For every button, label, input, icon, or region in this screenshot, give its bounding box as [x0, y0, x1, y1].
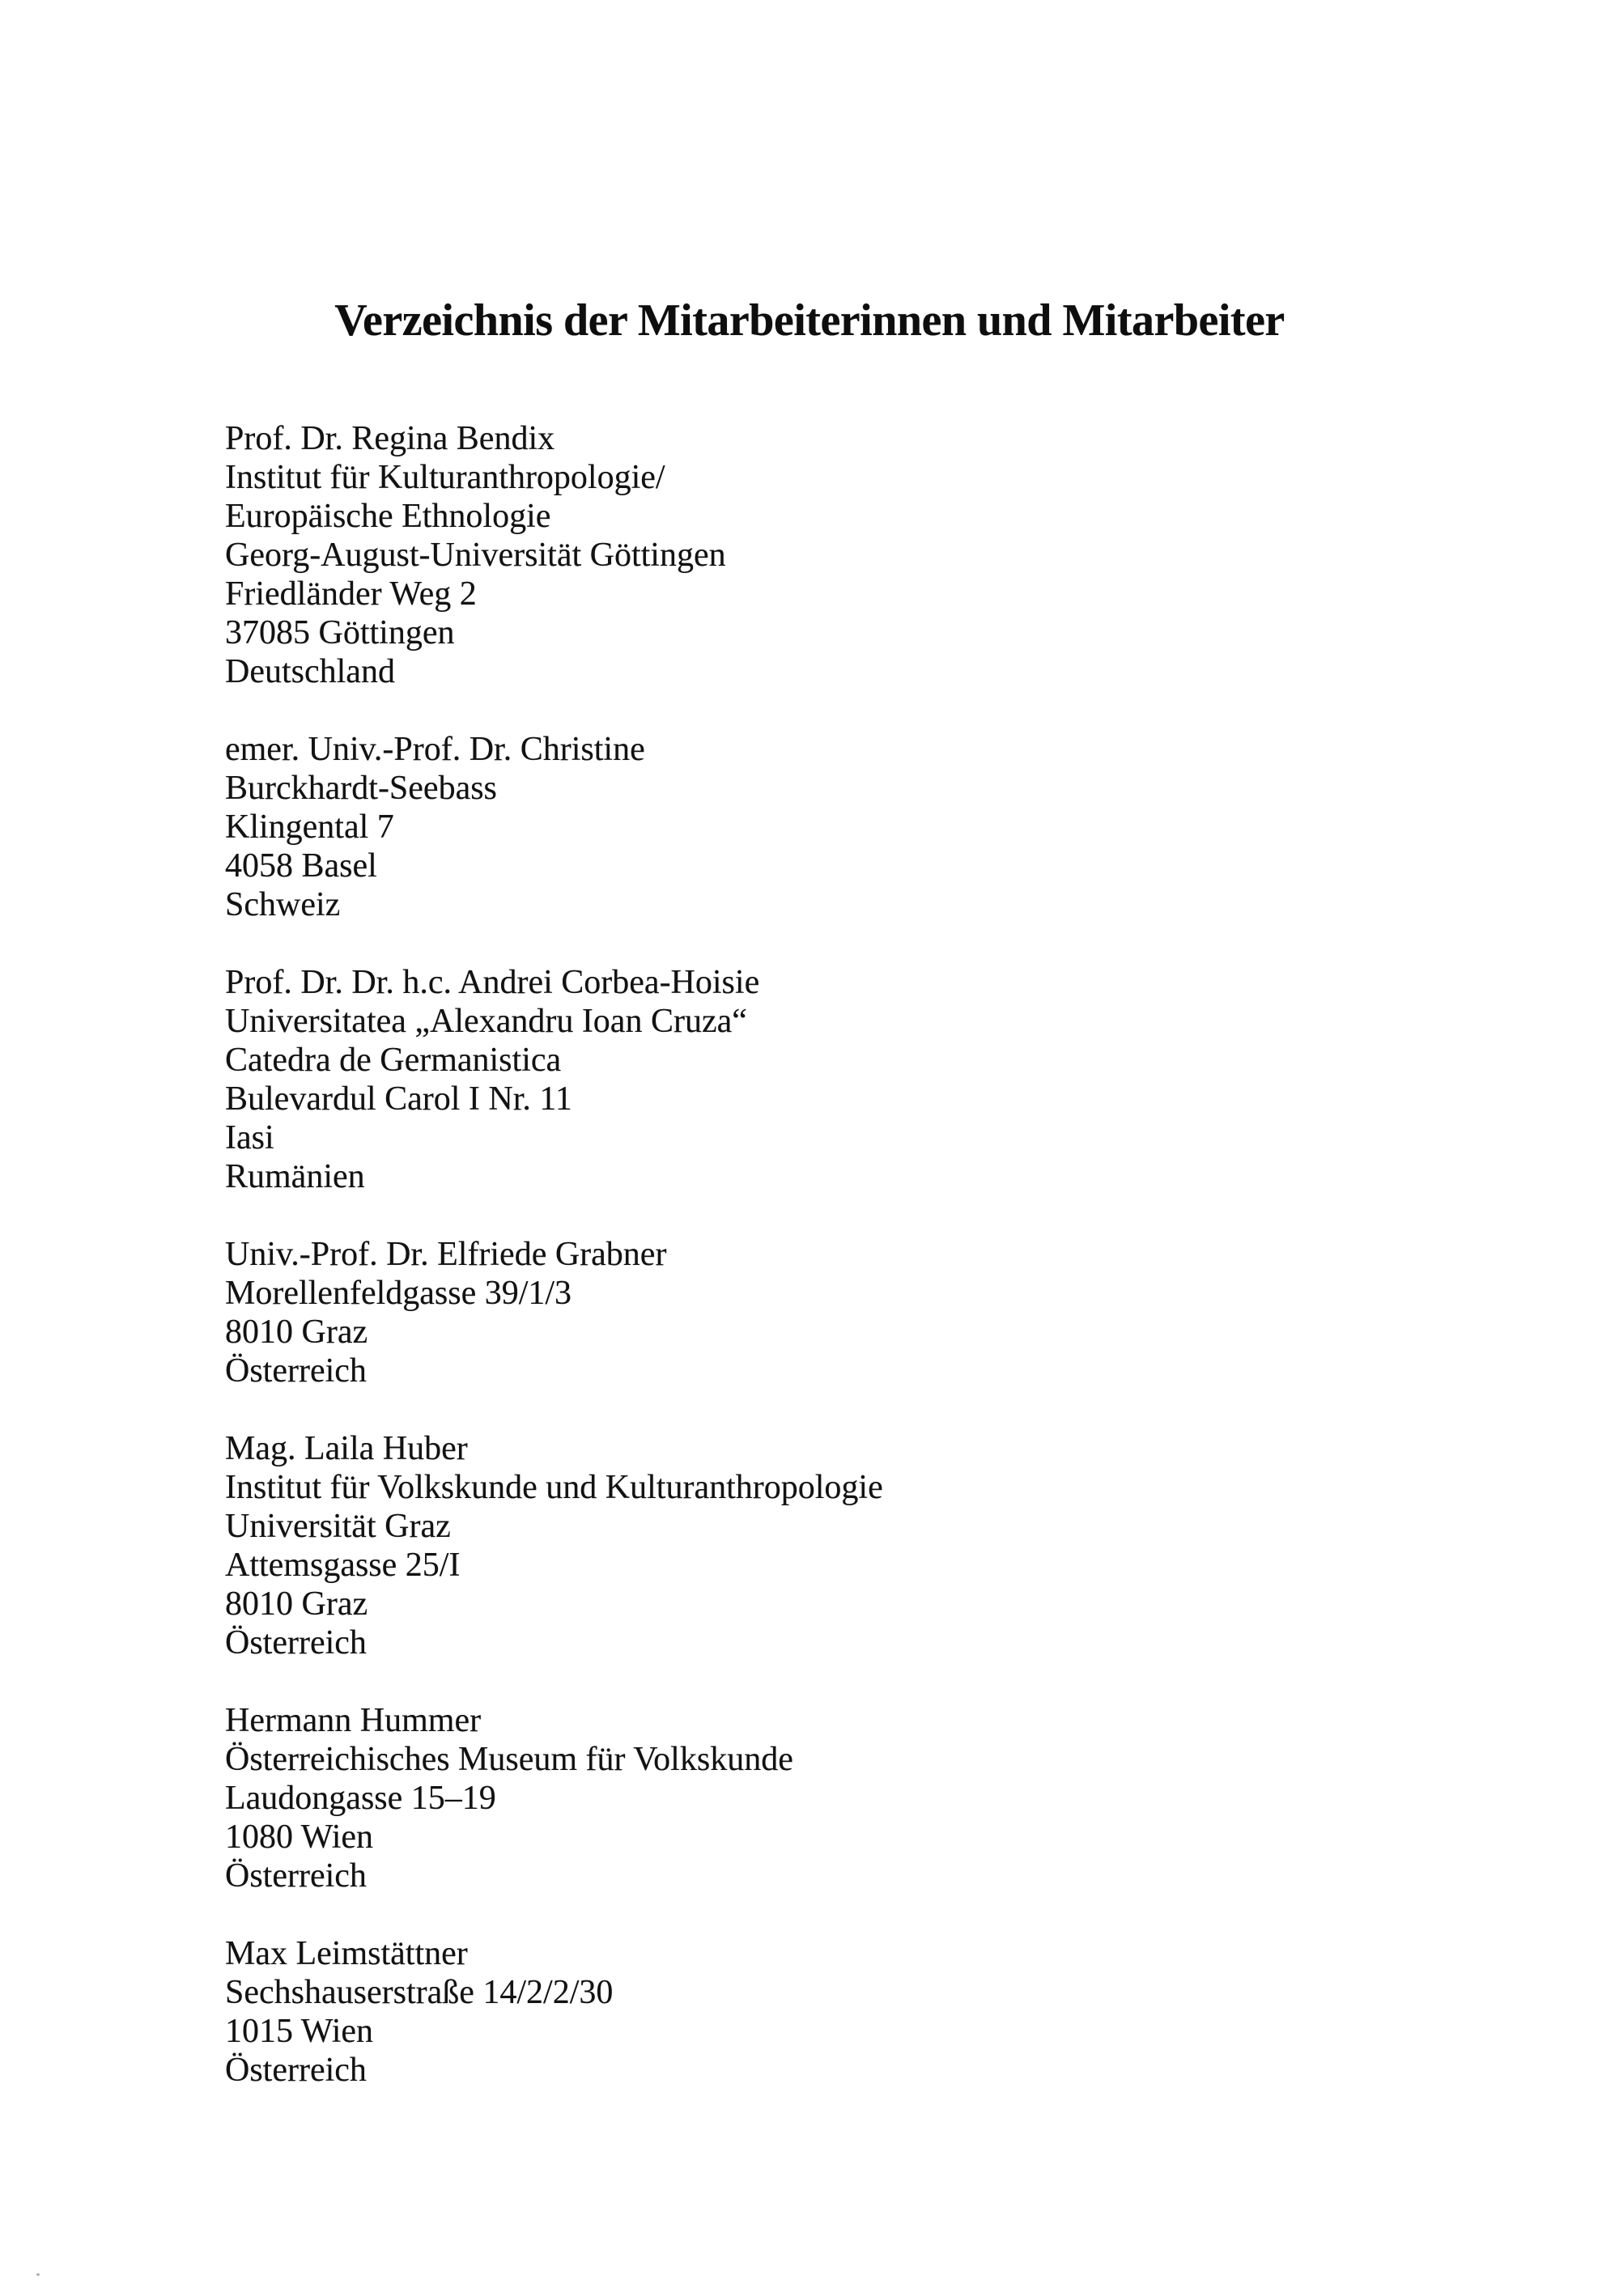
- person-name-line: Max Leimstättner: [225, 1935, 468, 1972]
- address-line: Laudongasse 15–19: [225, 1780, 496, 1817]
- address-line: Attemsgasse 25/I: [225, 1547, 461, 1584]
- person-name-line: Univ.-Prof. Dr. Elfriede Grabner: [225, 1236, 667, 1273]
- address-line: 8010 Graz: [225, 1314, 368, 1351]
- contributor-block: [225, 1934, 1439, 2090]
- address-line: Sechshauserstraße 14/2/2/30: [225, 1974, 614, 2011]
- address-line: Österreich: [225, 2052, 367, 2089]
- person-name-line: Prof. Dr. Regina Bendix: [225, 420, 555, 457]
- contributor-block: [225, 1235, 1439, 1390]
- address-line: 1080 Wien: [225, 1819, 374, 1856]
- contributor-block: [225, 963, 1439, 1196]
- address-line: Österreich: [225, 1352, 367, 1390]
- contributor-list: [225, 419, 1439, 2128]
- address-line: 1015 Wien: [225, 2013, 374, 2050]
- person-name-line: emer. Univ.-Prof. Dr. Christine: [225, 731, 645, 768]
- address-line: Deutschland: [225, 653, 395, 690]
- person-name-line: Prof. Dr. Dr. h.c. Andrei Corbea-Hoisie: [225, 964, 760, 1001]
- address-line: Friedländer Weg 2: [225, 575, 477, 613]
- address-line: Georg-August-Universität Göttingen: [225, 537, 726, 574]
- scan-artifact-dot: [36, 2273, 40, 2276]
- address-line: Universitatea „Alexandru Ioan Cruza“: [225, 1003, 747, 1040]
- address-line: Universität Graz: [225, 1508, 451, 1545]
- address-line: Schweiz: [225, 886, 341, 923]
- contributor-block: [225, 1701, 1439, 1895]
- address-line: Bulevardul Carol I Nr. 11: [225, 1080, 572, 1118]
- person-name-line: Hermann Hummer: [225, 1702, 482, 1739]
- address-line: Institut für Volkskunde und Kulturanthropologie: [225, 1469, 883, 1506]
- address-line: Morellenfeldgasse 39/1/3: [225, 1275, 572, 1312]
- address-line: Österreich: [225, 1857, 367, 1895]
- address-line: Österreich: [225, 1624, 367, 1662]
- address-line: 4058 Basel: [225, 847, 377, 885]
- page-title: Verzeichnis der Mitarbeiterinnen und Mitarbeiter: [334, 295, 1285, 346]
- contributor-block: [225, 730, 1439, 924]
- address-line: Europäische Ethnologie: [225, 498, 551, 535]
- address-line: Iasi: [225, 1119, 274, 1156]
- address-line: Klingental 7: [225, 808, 394, 846]
- contributor-block: [225, 1429, 1439, 1662]
- address-line: Institut für Kulturanthropologie/: [225, 459, 665, 496]
- contributor-block: [225, 419, 1439, 691]
- address-line: Catedra de Germanistica: [225, 1042, 562, 1079]
- address-line: Rumänien: [225, 1158, 365, 1195]
- person-name-line: Burckhardt-Seebass: [225, 770, 497, 807]
- address-line: 8010 Graz: [225, 1585, 368, 1623]
- address-line: 37085 Göttingen: [225, 614, 455, 651]
- address-line: Österreichisches Museum für Volkskunde: [225, 1741, 793, 1778]
- person-name-line: Mag. Laila Huber: [225, 1430, 468, 1467]
